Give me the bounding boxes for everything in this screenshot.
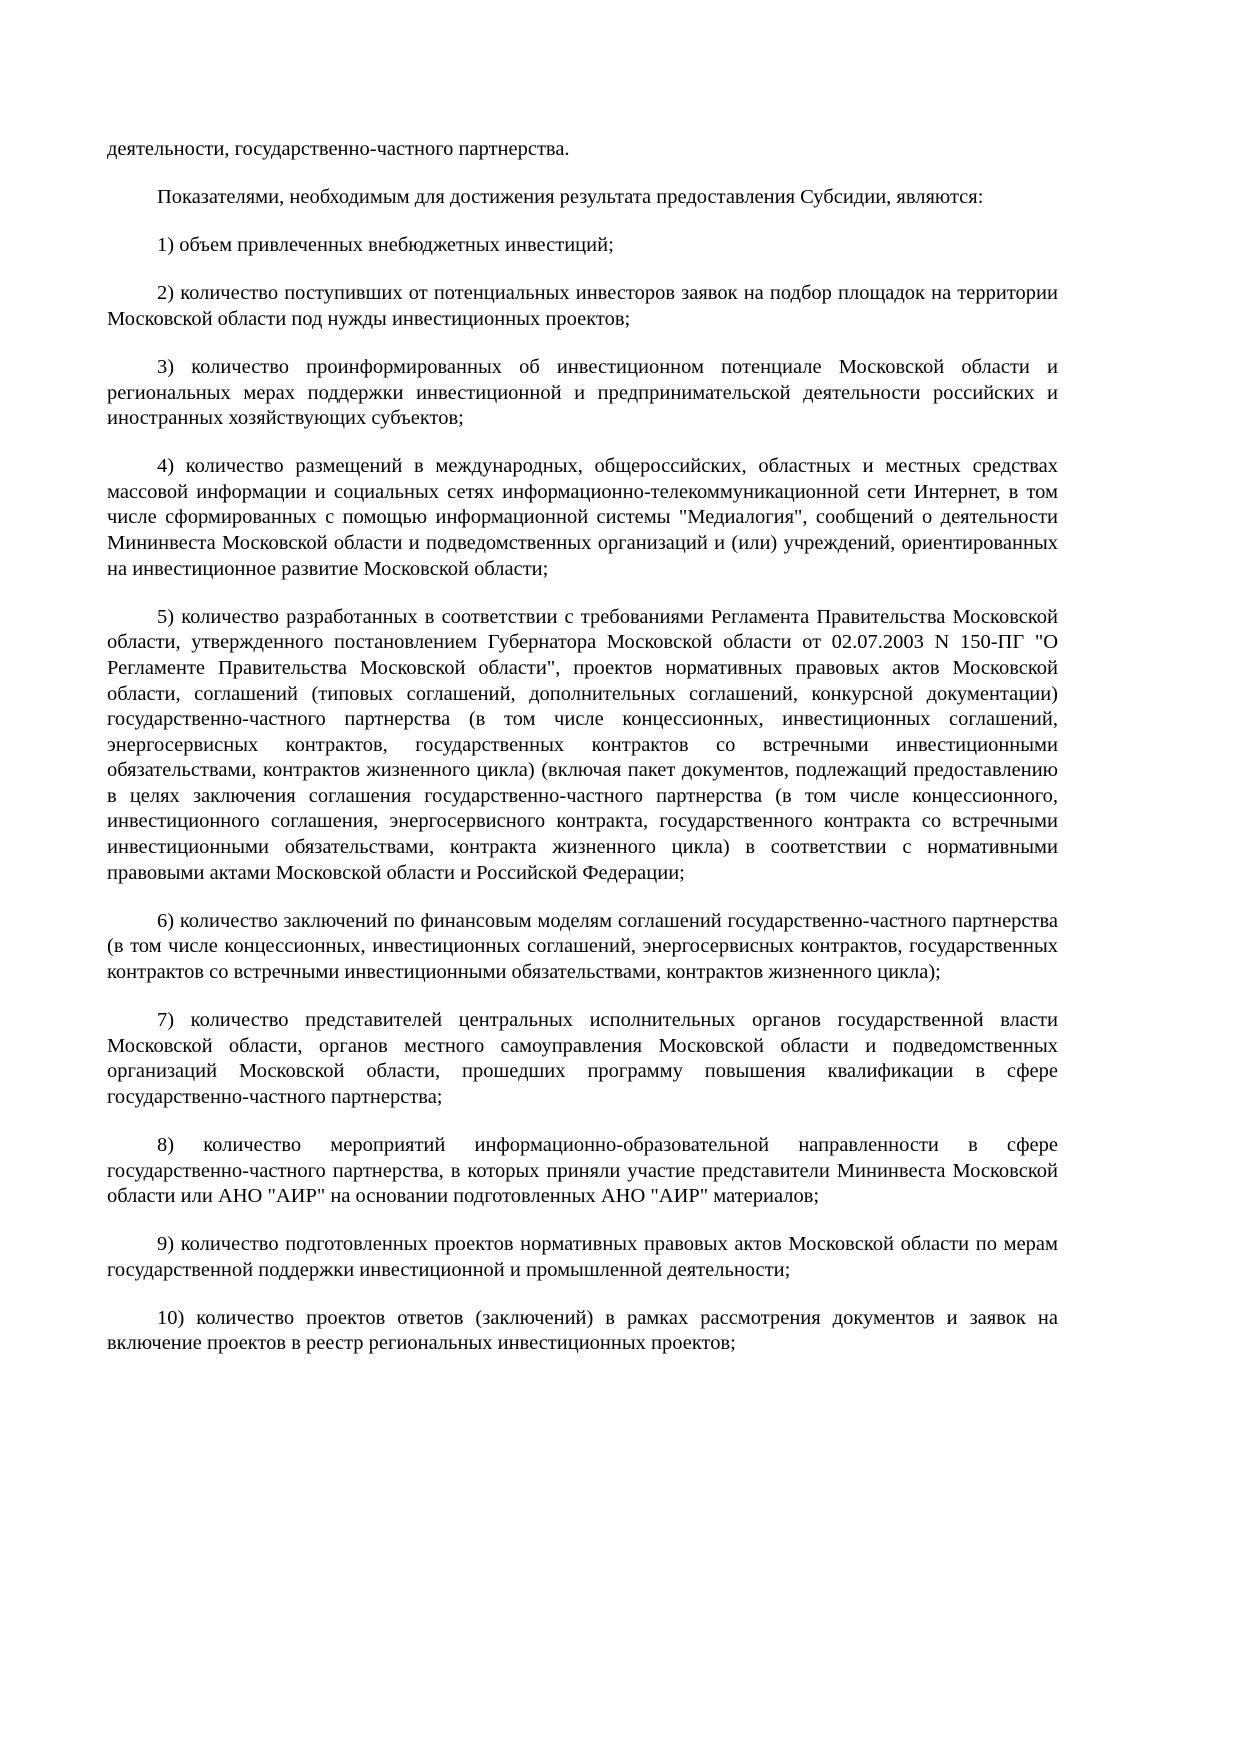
list-item-4: 4) количество размещений в международных, общероссийских, областных и местных средствах массовой информации и социальных сетях информационно-телекоммуникационной сети Интернет, в том числе сформированных с помощью информационной системы "Медиалогия", сообщений о деятельности Мининвеста Московской области и подведомственных организаций и (или) учреждений, ориентированных на инвестиционное развитие Московской области; xyxy=(107,455,1058,580)
paragraph-continuation: деятельности, государственно-частного партнерства. xyxy=(107,138,570,160)
list-item-6: 6) количество заключений по финансовым моделям соглашений государственно-частного партнерства (в том числе концессионных, инвестиционных соглашений, энергосервисных контрактов, государственных контрактов со встречными инвестиционными обязательствами, контрактов жизненного цикла); xyxy=(107,909,1058,983)
list-item-5: 5) количество разработанных в соответствии с требованиями Регламента Правительства Московской области, утвержденного постановлением Губернатора Московской области от 02.07.2003 N 150-ПГ "О Регламенте Правительства Московской области", проектов нормативных правовых актов Московской области, соглашений (типовых соглашений, дополнительных соглашений, конкурсной документации) государственно-частного партнерства (в том числе концессионных, инвестиционных соглашений, энергосервисных контрактов, государственных контрактов со встречными инвестиционными обязательствами, контрактов жизненного цикла) (включая пакет документов, подлежащий предоставлению в целях заключения соглашения государственно-частного партнерства (в том числе концессионного, инвестиционного соглашения, энергосервисного контракта, государственного контракта со встречными инвестиционными обязательствами, контракта жизненного цикла) в соответствии с нормативными правовыми актами Московской области и Российской Федерации; xyxy=(107,605,1058,884)
list-item-8: 8) количество мероприятий информационно-образовательной направленности в сфере государственно-частного партнерства, в которых приняли участие представители Мининвеста Московской области или АНО "АИР" на основании подготовленных АНО "АИР" материалов; xyxy=(107,1133,1058,1208)
list-item-7: 7) количество представителей центральных исполнительных органов государственной власти Московской области, органов местного самоуправления Московской области и подведомственных организаций Московской области, прошедших программу повышения квалификации в сфере государственно-частного партнерства; xyxy=(107,1009,1058,1108)
list-item-3: 3) количество проинформированных об инвестиционном потенциале Московской области и региональных мерах поддержки инвестиционной и предпринимательской деятельности российских и иностранных хозяйствующих субъектов; xyxy=(107,355,1058,430)
list-item-1: 1) объем привлеченных внебюджетных инвестиций; xyxy=(157,234,614,257)
list-item-9: 9) количество подготовленных проектов нормативных правовых актов Московской области по мерам государственной поддержки инвестиционной и промышленной деятельности; xyxy=(107,1233,1058,1281)
document-page xyxy=(107,137,1058,1380)
list-item-2: 2) количество поступивших от потенциальных инвесторов заявок на подбор площадок на территории Московской области под нужды инвестиционных проектов; xyxy=(107,282,1058,330)
list-item-10: 10) количество проектов ответов (заключений) в рамках рассмотрения документов и заявок на включение проектов в реестр региональных инвестиционных проектов; xyxy=(107,1306,1058,1355)
paragraph-indicators-intro: Показателями, необходимым для достижения результата предоставления Субсидии, являются: xyxy=(157,186,984,209)
